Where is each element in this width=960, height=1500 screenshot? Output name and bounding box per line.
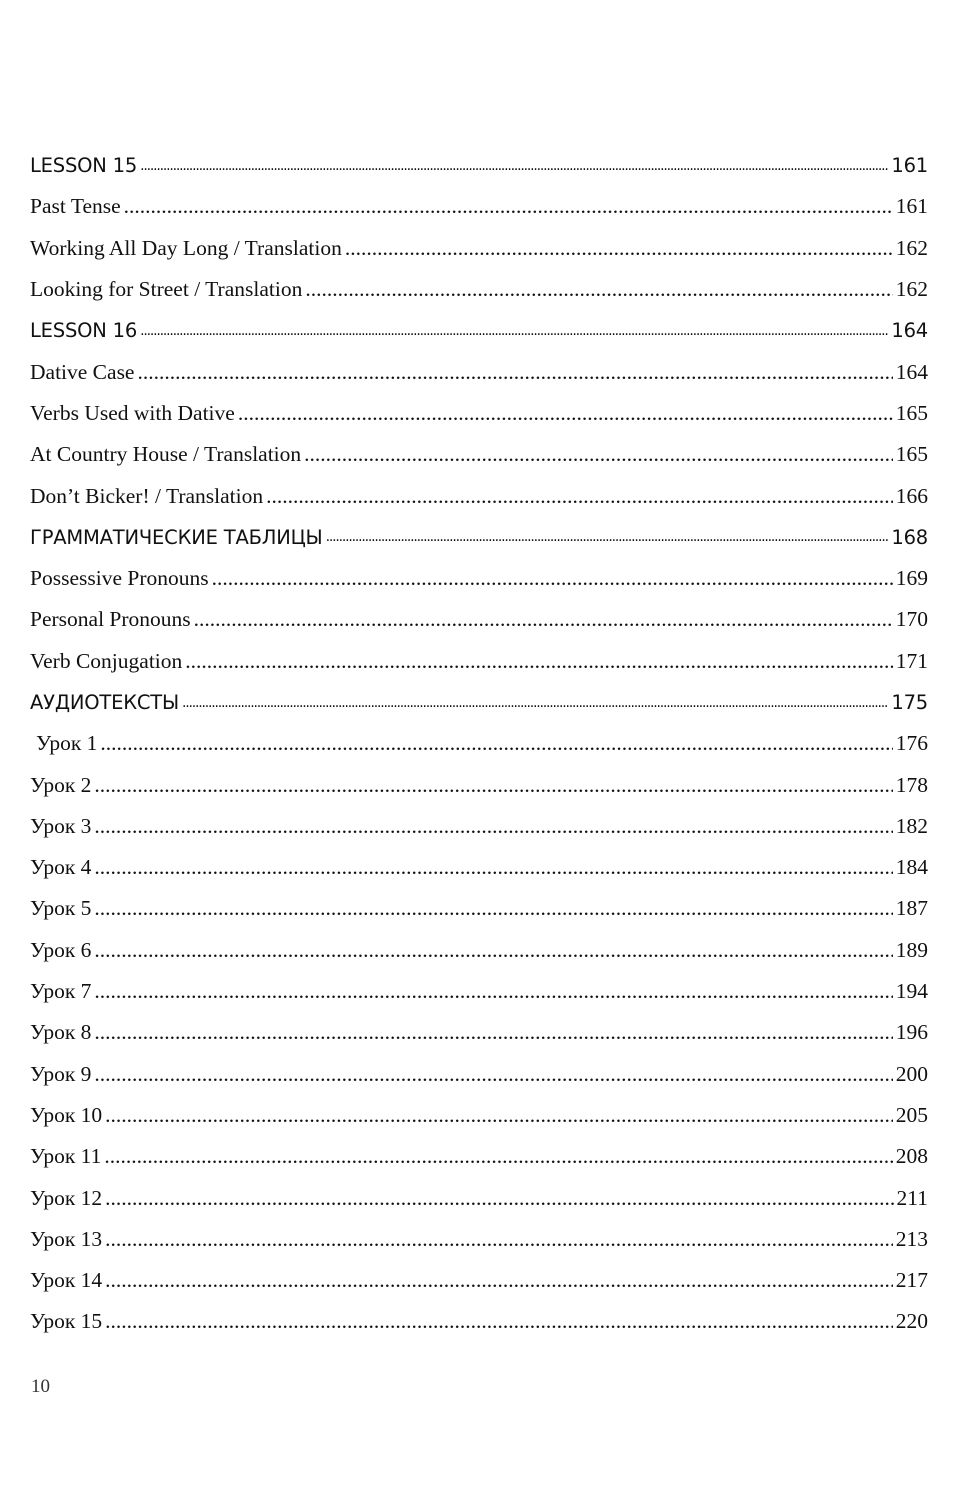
toc-entry[interactable] bbox=[30, 186, 928, 227]
toc-entry-title: Dative Case bbox=[30, 359, 135, 384]
toc-entry-page: 161 bbox=[891, 154, 928, 178]
toc-entry-title: Урок 4 bbox=[30, 855, 92, 880]
dot-leader bbox=[94, 773, 892, 798]
toc-entry-title: At Country House / Translation bbox=[30, 442, 302, 467]
toc-entry-page: 208 bbox=[895, 1144, 928, 1169]
dot-leader bbox=[238, 401, 893, 426]
toc-entry[interactable] bbox=[30, 806, 928, 847]
toc-entry-page: 194 bbox=[895, 979, 928, 1004]
dot-leader bbox=[305, 277, 892, 302]
toc-entry[interactable] bbox=[30, 764, 928, 805]
dot-leader bbox=[104, 1144, 892, 1169]
dot-leader bbox=[326, 529, 889, 545]
toc-entry-page: 213 bbox=[895, 1226, 928, 1251]
toc-entry-title: Verbs Used with Dative bbox=[30, 400, 235, 425]
toc-entry[interactable] bbox=[30, 269, 928, 310]
dot-leader bbox=[140, 158, 888, 174]
toc-entry[interactable] bbox=[30, 393, 928, 434]
toc-entry-page: 184 bbox=[895, 855, 928, 880]
toc-entry-page: 164 bbox=[895, 359, 928, 384]
dot-leader bbox=[194, 607, 893, 632]
toc-entry[interactable] bbox=[30, 888, 928, 929]
toc-entry-page: 162 bbox=[895, 235, 928, 260]
toc-entry-title: Урок 9 bbox=[30, 1061, 92, 1086]
toc-entry-page: 217 bbox=[895, 1268, 928, 1293]
toc-entry-page: 182 bbox=[895, 813, 928, 838]
toc-entry[interactable] bbox=[30, 558, 928, 599]
toc-entry[interactable] bbox=[30, 1012, 928, 1053]
toc-entry-page: 171 bbox=[895, 648, 928, 673]
toc-entry[interactable] bbox=[30, 517, 928, 558]
toc-entry[interactable] bbox=[30, 599, 928, 640]
dot-leader bbox=[345, 236, 893, 261]
toc-entry-title: ГРАММАТИЧЕСКИЕ ТАБЛИЦЫ bbox=[30, 525, 323, 549]
dot-leader bbox=[266, 484, 893, 509]
toc-entry-page: 165 bbox=[895, 442, 928, 467]
toc-entry-title: Working All Day Long / Translation bbox=[30, 235, 342, 260]
toc-entry[interactable] bbox=[30, 723, 928, 764]
toc-entry-title: Урок 1 bbox=[36, 731, 98, 756]
toc-entry-page: 169 bbox=[895, 566, 928, 591]
page-number: 10 bbox=[31, 1376, 50, 1397]
toc-entry-page: 205 bbox=[895, 1102, 928, 1127]
toc-entry-title: Урок 8 bbox=[30, 1020, 92, 1045]
toc-entry-page: 161 bbox=[895, 194, 928, 219]
toc-entry-title: Урок 11 bbox=[30, 1144, 102, 1169]
toc-entry-page: 162 bbox=[895, 277, 928, 302]
toc-entry-page: 200 bbox=[895, 1061, 928, 1086]
dot-leader bbox=[140, 323, 888, 339]
dot-leader bbox=[182, 695, 888, 711]
toc-entry-title: Урок 10 bbox=[30, 1102, 103, 1127]
toc-entry-title: АУДИОТЕКСТЫ bbox=[30, 691, 180, 714]
toc-entry-title: Урок 13 bbox=[30, 1226, 103, 1251]
toc-entry[interactable] bbox=[30, 1054, 928, 1095]
toc-entry-title: Урок 14 bbox=[30, 1268, 103, 1293]
dot-leader bbox=[94, 938, 892, 963]
toc-entry[interactable] bbox=[30, 351, 928, 392]
toc-entry-page: 196 bbox=[895, 1020, 928, 1045]
dot-leader bbox=[94, 896, 892, 921]
dot-leader bbox=[94, 1062, 892, 1087]
toc-entry-page: 189 bbox=[895, 937, 928, 962]
toc-entry[interactable] bbox=[30, 1095, 928, 1136]
toc-entry[interactable] bbox=[30, 475, 928, 516]
toc-entry-page: 187 bbox=[895, 896, 928, 921]
toc-entry[interactable] bbox=[30, 641, 928, 682]
toc-entry-page: 165 bbox=[895, 400, 928, 425]
table-of-contents bbox=[30, 145, 928, 1343]
toc-entry-title: Verb Conjugation bbox=[30, 648, 183, 673]
dot-leader bbox=[105, 1103, 893, 1128]
toc-entry-title: Personal Pronouns bbox=[30, 607, 191, 632]
dot-leader bbox=[105, 1227, 893, 1252]
toc-entry-page: 166 bbox=[895, 483, 928, 508]
toc-entry[interactable] bbox=[30, 434, 928, 475]
toc-entry-title: Урок 15 bbox=[30, 1309, 103, 1334]
toc-entry[interactable] bbox=[30, 682, 928, 723]
dot-leader bbox=[105, 1268, 893, 1293]
dot-leader bbox=[100, 731, 892, 756]
toc-entry-page: 176 bbox=[895, 731, 928, 756]
toc-entry-title: Looking for Street / Translation bbox=[30, 277, 303, 302]
toc-entry-page: 220 bbox=[895, 1309, 928, 1334]
dot-leader bbox=[94, 814, 892, 839]
dot-leader bbox=[94, 979, 892, 1004]
toc-entry[interactable] bbox=[30, 1301, 928, 1342]
toc-entry-page: 164 bbox=[891, 319, 928, 343]
toc-entry[interactable] bbox=[30, 310, 928, 351]
toc-entry[interactable] bbox=[30, 145, 928, 186]
toc-entry[interactable] bbox=[30, 1219, 928, 1260]
toc-entry[interactable] bbox=[30, 228, 928, 269]
dot-leader bbox=[137, 360, 892, 385]
toc-entry-title: LESSON 16 bbox=[30, 319, 138, 343]
dot-leader bbox=[124, 194, 893, 219]
toc-entry[interactable] bbox=[30, 971, 928, 1012]
toc-entry-page: 211 bbox=[896, 1185, 928, 1210]
dot-leader bbox=[212, 566, 893, 591]
toc-entry-title: LESSON 15 bbox=[30, 154, 138, 178]
toc-entry[interactable] bbox=[30, 1260, 928, 1301]
toc-entry-page: 178 bbox=[895, 772, 928, 797]
toc-entry[interactable] bbox=[30, 1177, 928, 1218]
toc-entry-title: Урок 3 bbox=[30, 813, 92, 838]
dot-leader bbox=[94, 855, 892, 880]
toc-entry-title: Урок 6 bbox=[30, 937, 92, 962]
toc-entry-title: Past Tense bbox=[30, 194, 121, 219]
dot-leader bbox=[105, 1309, 893, 1334]
toc-entry-page: 175 bbox=[891, 691, 928, 714]
toc-entry-page: 168 bbox=[891, 525, 928, 549]
toc-entry[interactable] bbox=[30, 930, 928, 971]
toc-entry[interactable] bbox=[30, 847, 928, 888]
toc-entry-page: 170 bbox=[895, 607, 928, 632]
toc-entry-title: Урок 2 bbox=[30, 772, 92, 797]
dot-leader bbox=[94, 1020, 892, 1045]
toc-entry-title: Don’t Bicker! / Translation bbox=[30, 483, 264, 508]
toc-entry-title: Урок 5 bbox=[30, 896, 92, 921]
dot-leader bbox=[185, 649, 892, 674]
dot-leader bbox=[304, 442, 893, 467]
dot-leader bbox=[105, 1186, 893, 1211]
toc-entry-title: Урок 12 bbox=[30, 1185, 103, 1210]
toc-entry-title: Possessive Pronouns bbox=[30, 566, 209, 591]
toc-entry[interactable] bbox=[30, 1136, 928, 1177]
toc-entry-title: Урок 7 bbox=[30, 979, 92, 1004]
